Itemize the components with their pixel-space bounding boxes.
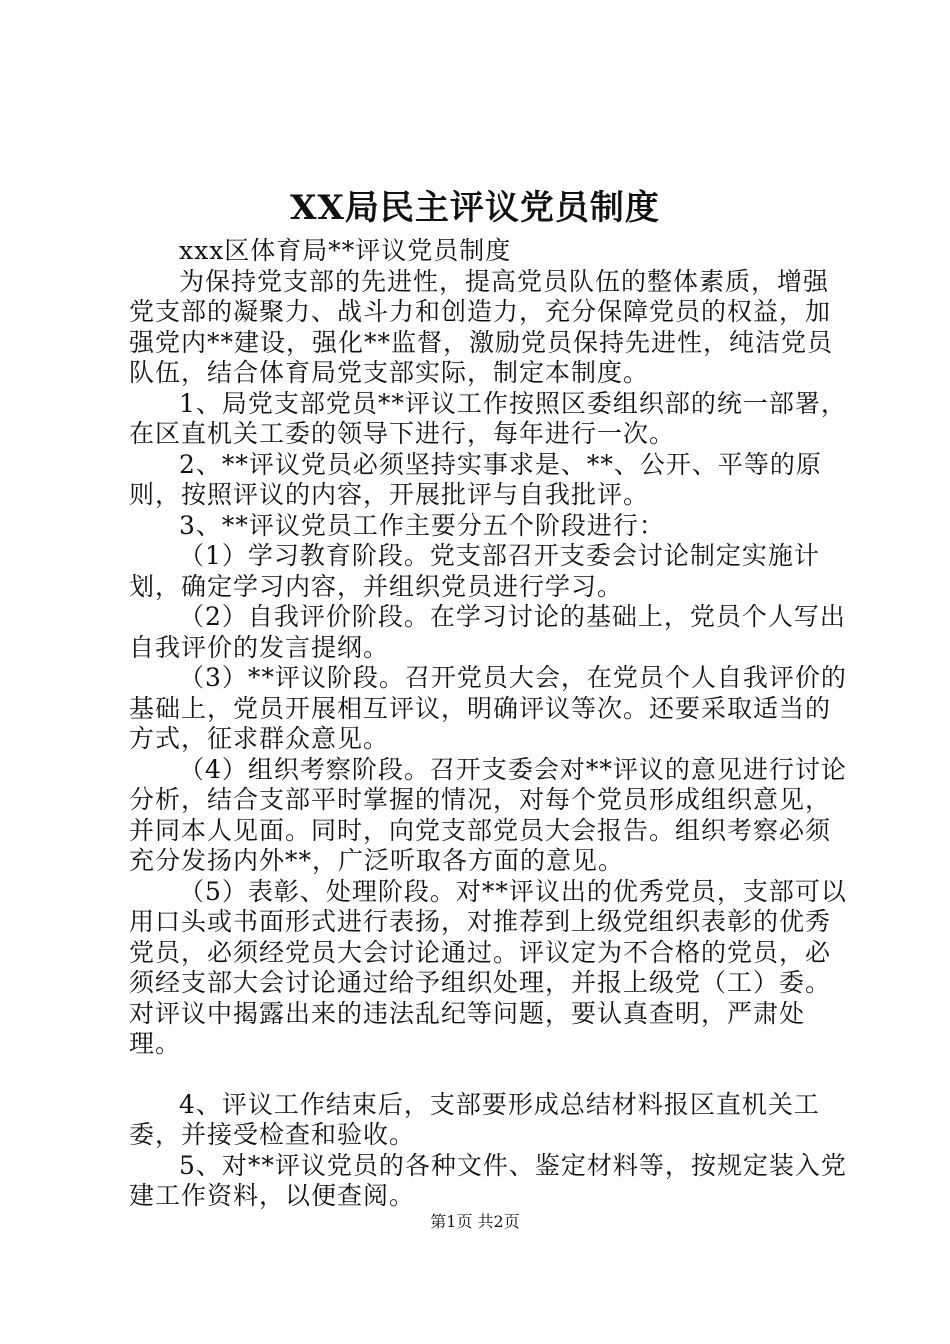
paragraph-spacer (129, 1060, 849, 1090)
paragraph-item-2: 2、**评议党员必须坚持实事求是、**、公开、平等的原则，按照评议的内容，开展批评与自我批评。 (129, 449, 822, 509)
paragraph-intro: 为保持党支部的先进性，提高党员队伍的整体素质，增强党支部的凝聚力、战斗力和创造力，充分保障党员的权益，加强党内**建设，强化**监督，激励党员保持先进性，纯洁党员队伍，结合体育局党支部实际，制定本制度。 (129, 266, 834, 387)
document-title: XX局民主评议党员制度 (290, 188, 660, 228)
paragraph-item-3: 3、**评议党员工作主要分五个阶段进行： (179, 510, 665, 540)
document-body (129, 236, 849, 1212)
paragraph-item-1: 1、局党支部党员**评议工作按照区委组织部的统一部署，在区直机关工委的领导下进行，每年进行一次。 (129, 388, 847, 448)
paragraph-stage-2: （2）自我评价阶段。在学习讨论的基础上，党员个人写出自我评价的发言提纲。 (129, 602, 846, 662)
page-number-footer: 第1页 共2页 (430, 1212, 520, 1231)
paragraph-stage-4: （4）组织考察阶段。召开支委会对**评议的意见进行讨论分析，结合支部平时掌握的情况，对每个党员形成组织意见，并同本人见面。同时，向党支部党员大会报告。组织考察必须充分发扬内外**，广泛听取各方面的意见。 (129, 754, 847, 875)
document-subtitle: xxx区体育局**评议党员制度 (179, 236, 512, 265)
paragraph-stage-5: （5）表彰、处理阶段。对**评议出的优秀党员，支部可以用口头或书面形式进行表扬，对推荐到上级党组织表彰的优秀党员，必须经党员大会讨论通过。评议定为不合格的党员，必须经支部大会讨论通过给予组织处理，并报上级党（工）委。对评议中揭露出来的违法乱纪等问题，要认真查明，严肃处理。 (129, 876, 847, 1058)
paragraph-stage-3: （3）**评议阶段。召开党员大会，在党员个人自我评价的基础上，党员开展相互评议，明确评议等次。还要采取适当的方式，征求群众意见。 (129, 663, 847, 753)
paragraph-item-5: 5、对**评议党员的各种文件、鉴定材料等，按规定装入党建工作资料，以便查阅。 (129, 1150, 847, 1210)
paragraph-stage-1: （1）学习教育阶段。党支部召开支委会讨论制定实施计划，确定学习内容，并组织党员进行学习。 (129, 541, 820, 601)
paragraph-item-4: 4、评议工作结束后，支部要形成总结材料报区直机关工委，并接受检查和验收。 (129, 1089, 820, 1149)
